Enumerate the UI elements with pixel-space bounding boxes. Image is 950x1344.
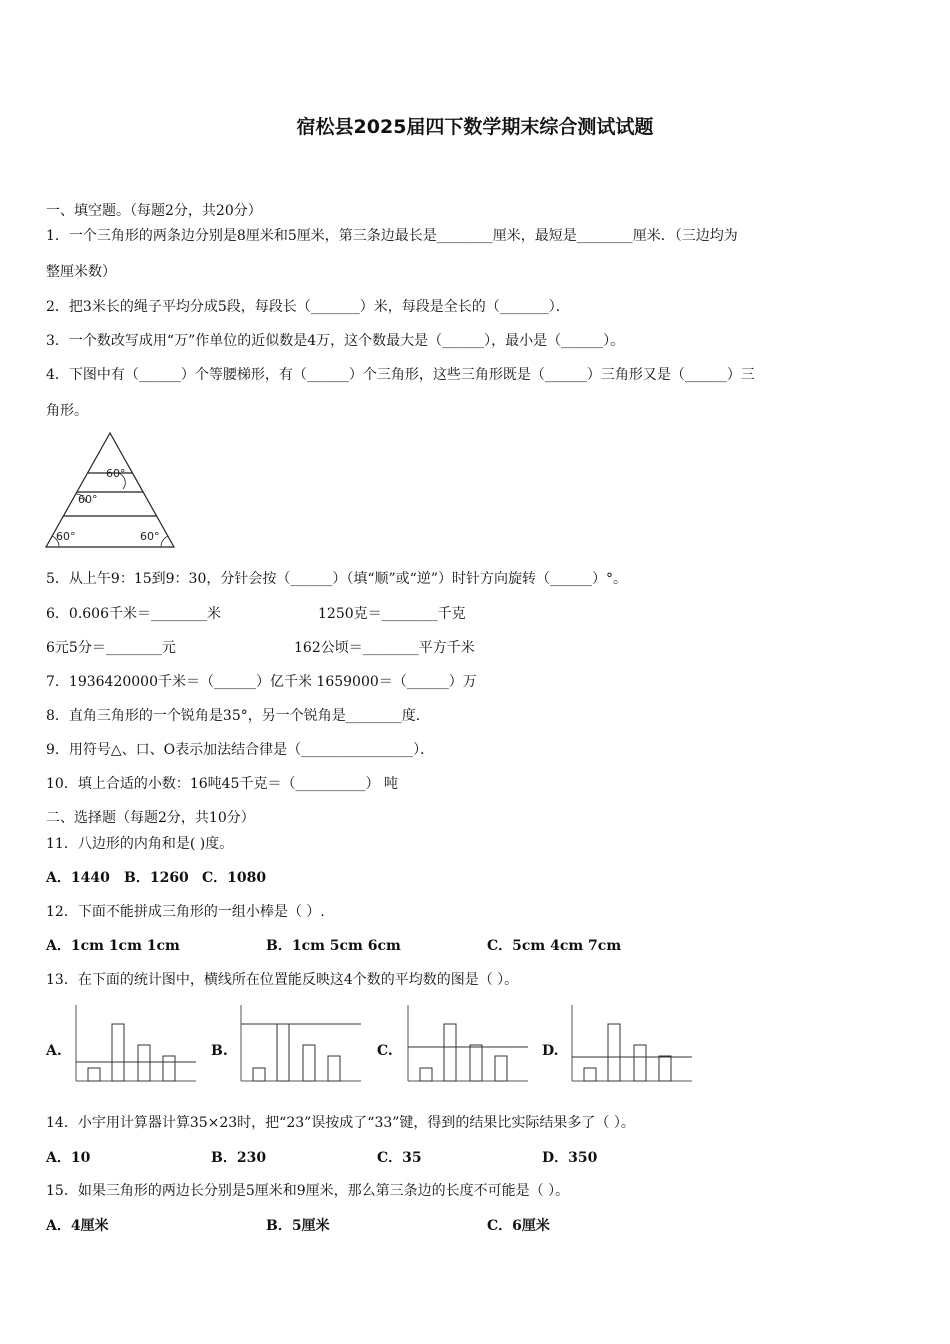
q14-option-d: D．350 xyxy=(542,1150,598,1166)
angle-label: 60° xyxy=(106,467,126,480)
question-2: 2．把3米长的绳子平均分成5段，每段长（_______）米，每段是全长的（_______）． xyxy=(46,299,570,315)
question-3: 3．一个数改写成用“万”作单位的近似数是4万，这个数最大是（______），最小是（______）。 xyxy=(46,333,625,349)
q15-option-b: B．5厘米 xyxy=(266,1218,330,1234)
question-8: 8．直角三角形的一个锐角是35°，另一个锐角是________度． xyxy=(46,708,430,724)
q12-option-c: C．5cm 4cm 7cm xyxy=(487,938,622,954)
question-6a: 6．0.606千米＝________米 xyxy=(46,606,221,622)
angle-label: 60° xyxy=(78,493,98,506)
question-12: 12．下面不能拼成三角形的一组小棒是（ ）. xyxy=(46,904,325,920)
question-1-continued: 整厘米数） xyxy=(46,264,116,280)
q14-option-c: C．35 xyxy=(377,1150,422,1166)
question-10: 10．填上合适的小数：16吨45千克＝（__________） 吨 xyxy=(46,776,398,792)
q14-option-b: B．230 xyxy=(211,1150,267,1166)
q13-chart-a xyxy=(72,1005,198,1085)
question-4-continued: 角形。 xyxy=(46,403,88,419)
question-9: 9．用符号△、口、O表示加法结合律是（________________）． xyxy=(46,742,435,758)
q13-option-d: D. xyxy=(542,1043,559,1059)
angle-label: 60° xyxy=(56,530,76,543)
q13-option-b: B. xyxy=(211,1043,228,1059)
question-5: 5．从上午9：15到9：30，分针会按（______）（填“顺”或“逆”）时针方向旋转（______）°。 xyxy=(46,571,627,587)
q11-option-c: C．1080 xyxy=(202,870,267,886)
question-1: 1．一个三角形的两条边分别是8厘米和5厘米，第三条边最长是________厘米，最短是________厘米．（三边均为 xyxy=(46,228,738,244)
section-heading-choice: 二、选择题（每题2分，共10分） xyxy=(46,810,255,826)
question-14: 14．小宇用计算器计算35×23时，把“23”误按成了“33”键，得到的结果比实际结果多了（ ）。 xyxy=(46,1115,635,1131)
q13-chart-c xyxy=(404,1005,530,1085)
question-7: 7．1936420000千米＝（______）亿千米 1659000＝（______）万 xyxy=(46,674,477,690)
q14-option-a: A．10 xyxy=(46,1150,91,1166)
q11-option-a: A．1440 xyxy=(46,870,110,886)
q13-chart-d xyxy=(568,1005,694,1085)
page-title: 宿松县2025届四下数学期末综合测试试题 xyxy=(296,116,654,138)
q12-option-b: B．1cm 5cm 6cm xyxy=(266,938,401,954)
section-heading-fill-in: 一、填空题。（每题2分，共20分） xyxy=(46,203,262,219)
q15-option-c: C．6厘米 xyxy=(487,1218,550,1234)
q11-option-b: B．1260 xyxy=(124,870,189,886)
question-15: 15．如果三角形的两边长分别是5厘米和9厘米，那么第三条边的长度不可能是（ ）。 xyxy=(46,1183,570,1199)
question-11: 11．八边形的内角和是( )度。 xyxy=(46,836,234,852)
q13-chart-b xyxy=(237,1005,363,1085)
q13-option-c: C. xyxy=(377,1043,393,1059)
angle-label: 60° xyxy=(140,530,160,543)
question-4: 4．下图中有（______）个等腰梯形，有（______）个三角形，这些三角形既是（______）三角形又是（______）三 xyxy=(46,367,755,383)
question-13: 13．在下面的统计图中，横线所在位置能反映这4个数的平均数的图是（ ）。 xyxy=(46,972,519,988)
question-6d: 162公顷＝________平方千米 xyxy=(294,640,475,656)
triangle-figure xyxy=(40,430,185,552)
q15-option-a: A．4厘米 xyxy=(46,1218,109,1234)
q13-option-a: A. xyxy=(46,1043,62,1059)
question-6c: 6元5分＝________元 xyxy=(46,640,176,656)
q12-option-a: A．1cm 1cm 1cm xyxy=(46,938,180,954)
question-6b: 1250克＝________千克 xyxy=(318,606,466,622)
